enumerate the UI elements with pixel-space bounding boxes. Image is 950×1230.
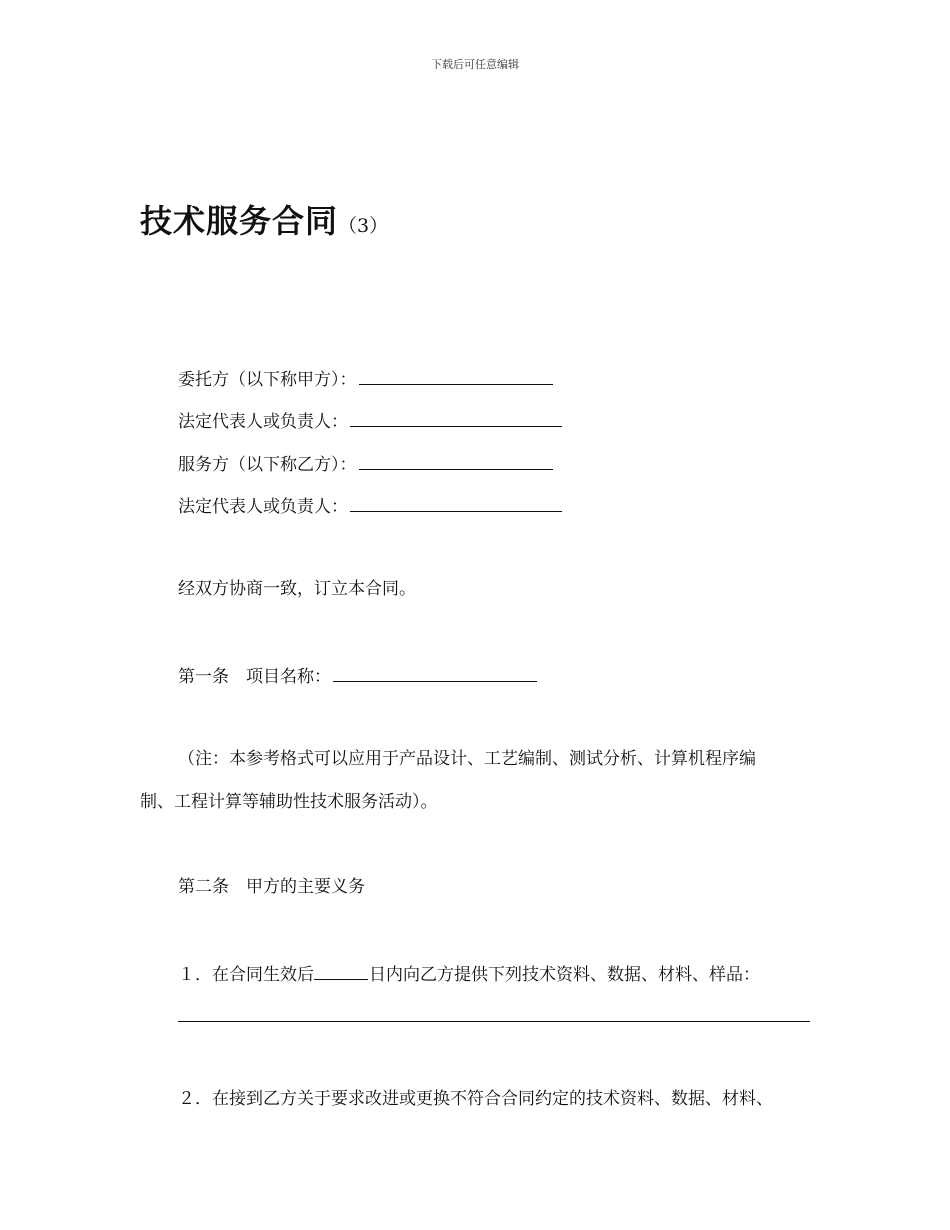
article1-label: 第一条 项目名称： xyxy=(178,667,331,687)
contract-title-suffix: （3） xyxy=(338,215,389,237)
note-line-2: 制、工程计算等辅助性技术服务活动）。 xyxy=(140,792,438,812)
client-representative-line xyxy=(178,408,562,433)
provider-representative-label: 法定代表人或负责人： xyxy=(178,497,348,517)
party-provider-blank[interactable] xyxy=(359,451,553,470)
article2-item1-after: 日内向乙方提供下列技术资料、数据、材料、样品： xyxy=(369,965,760,985)
contract-title-main: 技术服务合同 xyxy=(140,202,339,240)
note-line-1: （注：本参考格式可以应用于产品设计、工艺编制、测试分析、计算机程序编 xyxy=(178,749,756,769)
provider-representative-line xyxy=(178,493,562,518)
party-client-line xyxy=(178,366,553,391)
article2-item2: ２．在接到乙方关于要求改进或更换不符合合同约定的技术资料、数据、材料、 xyxy=(178,1089,773,1109)
contract-title xyxy=(140,196,388,242)
party-provider-line xyxy=(178,451,553,476)
client-representative-blank[interactable] xyxy=(350,408,562,427)
materials-blank-line[interactable] xyxy=(178,1021,810,1022)
party-client-blank[interactable] xyxy=(359,366,553,385)
party-client-label: 委托方（以下称甲方）： xyxy=(178,370,357,390)
header-note: 下载后可任意编辑 xyxy=(431,58,519,71)
article1-line xyxy=(178,663,537,688)
party-provider-label: 服务方（以下称乙方）： xyxy=(178,455,357,475)
article2-item1-before: １．在合同生效后 xyxy=(178,965,314,985)
provider-representative-blank[interactable] xyxy=(350,493,562,512)
project-name-blank[interactable] xyxy=(333,663,537,682)
article2-item1 xyxy=(178,961,760,986)
article2-heading: 第二条 甲方的主要义务 xyxy=(178,877,365,897)
client-representative-label: 法定代表人或负责人： xyxy=(178,412,348,432)
agreement-text: 经双方协商一致，订立本合同。 xyxy=(178,579,416,599)
days-blank[interactable] xyxy=(314,961,368,980)
